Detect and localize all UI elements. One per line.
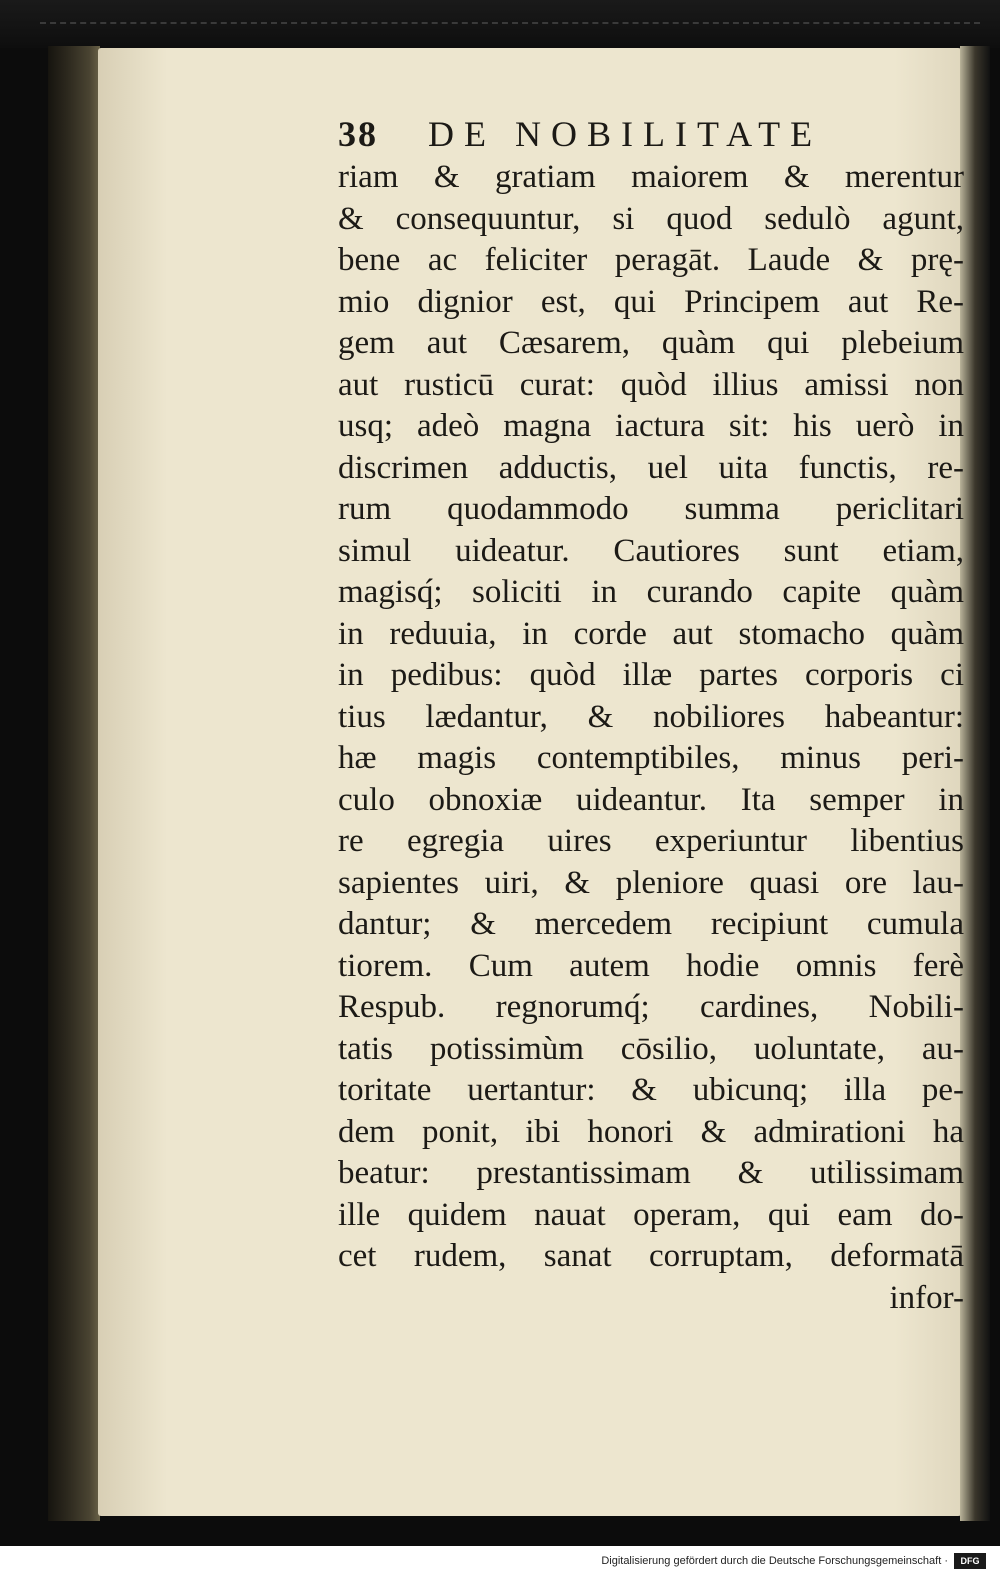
text-line: usq; adeò magna iactura sit: his uerò in [338,408,964,444]
text-line: aut rusticū curat: quòd illius amissi non [338,366,964,403]
text-line: in reduuia, in corde aut stomacho quàm [338,615,964,652]
text-line: toritate uertantur: & ubicunq; illa pe- [338,1072,964,1108]
text-line: dem ponit, ibi honori & admirationi ha [338,1113,964,1150]
funding-credit: Digitalisierung gefördert durch die Deutsche Forschungsgemeinschaft · [601,1555,948,1567]
text-line: infor- [889,1279,964,1316]
text-line: dantur; & mercedem recipiunt cumula [338,906,964,942]
page-text-block [338,112,964,1319]
text-line: mio dignior est, qui Principem aut Re- [338,283,964,320]
text-line: beatur: prestantissimam & utilissimam [338,1155,964,1191]
text-line: magisq́; soliciti in curando capite quàm [338,574,964,610]
text-line: gem aut Cæsarem, quàm qui plebeium [338,325,964,361]
page-right-edge [960,46,990,1521]
dfg-logo: DFG [954,1553,986,1569]
text-line: sapientes uiri, & pleniore quasi ore lau- [338,864,964,901]
text-line: in pedibus: quòd illæ partes corporis ci [338,657,964,693]
text-line: Respub. regnorumq́; cardines, Nobili- [338,989,964,1025]
text-line: simul uideatur. Cautiores sunt etiam, [338,532,964,569]
text-line: rum quodammodo summa periclitari [338,491,964,527]
text-line: hæ magis contemptibiles, minus peri- [338,740,964,776]
footer-bar [0,1546,1000,1584]
scanner-top-edge [0,0,1000,48]
running-head-title: DE NOBILITATE [428,114,823,154]
text-line: & consequuntur, si quod sedulò agunt, [338,200,964,237]
text-line: re egregia uires experiuntur libentius [338,823,964,859]
page-number: 38 [338,114,378,154]
text-line: tatis potissimùm cōsilio, uoluntate, au- [338,1030,964,1067]
text-line: riam & gratiam maiorem & merentur [338,159,964,195]
text-line: tius lædantur, & nobiliores habeantur: [338,698,964,735]
text-line: discrimen adductis, uel uita functis, re- [338,449,964,486]
text-line: culo obnoxiæ uideantur. Ita semper in [338,781,964,818]
running-head [338,112,964,156]
text-line: ille quidem nauat operam, qui eam do- [338,1196,964,1233]
text-line: tiorem. Cum autem hodie omnis ferè [338,947,964,984]
text-line: cet rudem, sanat corruptam, deformatā [338,1238,964,1274]
book-binding-edge [48,46,100,1521]
body-text [338,157,964,1319]
text-line: bene ac feliciter peragāt. Laude & prę- [338,242,964,278]
